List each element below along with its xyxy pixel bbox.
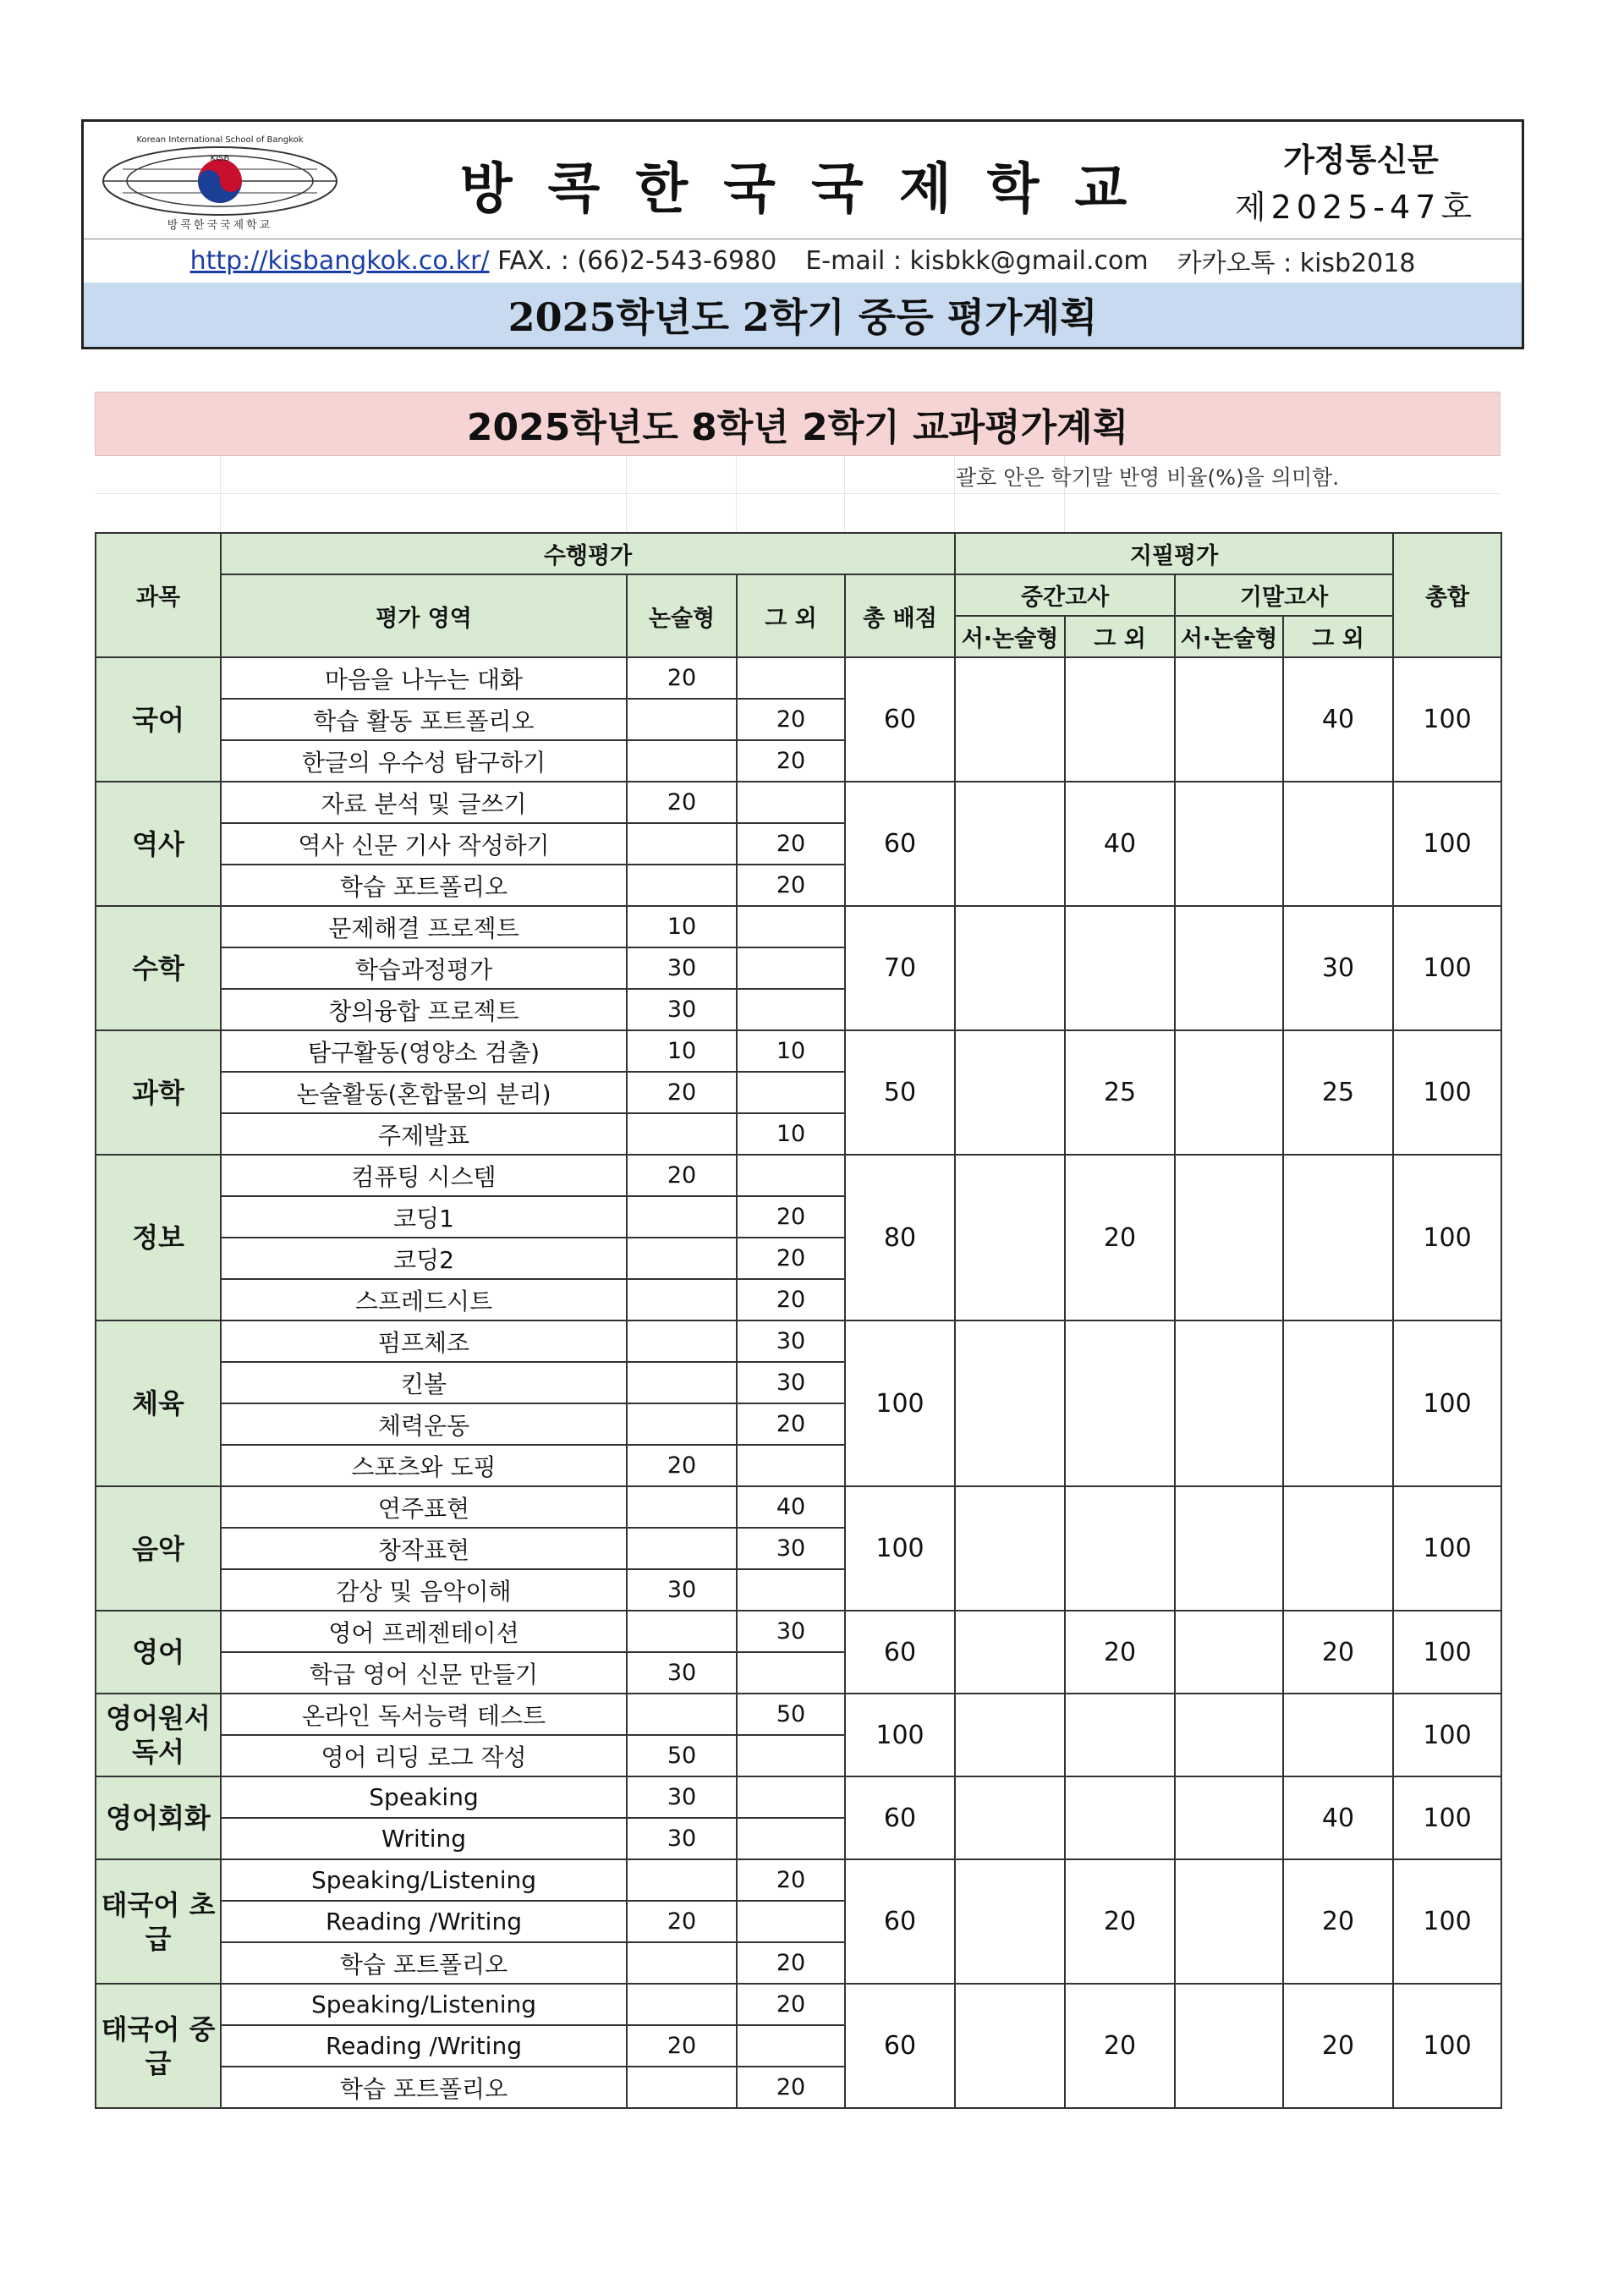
final-essay-cell xyxy=(1175,1859,1283,1984)
other-score-cell xyxy=(737,1818,845,1859)
final-essay-cell xyxy=(1175,1694,1283,1776)
eval-area-cell: 킨볼 xyxy=(221,1362,627,1403)
essay-score-cell: 30 xyxy=(627,1569,737,1611)
other-score-cell: 30 xyxy=(737,1362,845,1403)
essay-score-cell xyxy=(627,1320,737,1362)
essay-score-cell xyxy=(627,1113,737,1155)
eval-area-cell: 문제해결 프로젝트 xyxy=(221,906,627,947)
table-row xyxy=(96,1320,1501,1362)
total-points-cell: 100 xyxy=(845,1694,955,1776)
essay-score-cell: 30 xyxy=(627,989,737,1030)
other-score-cell xyxy=(737,1652,845,1694)
eval-area-cell: 창작표현 xyxy=(221,1528,627,1569)
other-score-cell: 30 xyxy=(737,1611,845,1652)
essay-score-cell xyxy=(627,1942,737,1984)
header-final: 기말고사 xyxy=(1175,574,1393,616)
eval-area-cell: 학습과정평가 xyxy=(221,947,627,989)
other-score-cell xyxy=(737,1072,845,1113)
essay-score-cell: 30 xyxy=(627,947,737,989)
midterm-essay-cell xyxy=(955,906,1065,1030)
midterm-essay-cell xyxy=(955,1030,1065,1155)
header-fin-other: 그 외 xyxy=(1283,616,1393,657)
total-cell: 100 xyxy=(1393,1030,1501,1155)
midterm-other-cell xyxy=(1065,1486,1175,1611)
total-cell: 100 xyxy=(1393,1776,1501,1859)
final-other-cell xyxy=(1283,1320,1393,1486)
final-essay-cell xyxy=(1175,1984,1283,2108)
final-essay-cell xyxy=(1175,1320,1283,1486)
header-performance: 수행평가 xyxy=(221,533,955,574)
essay-score-cell xyxy=(627,1362,737,1403)
total-cell: 100 xyxy=(1393,782,1501,906)
other-score-cell xyxy=(737,1901,845,1942)
essay-score-cell xyxy=(627,1611,737,1652)
other-score-cell: 50 xyxy=(737,1694,845,1735)
total-points-cell: 100 xyxy=(845,1320,955,1486)
eval-area-cell: 학습 활동 포트폴리오 xyxy=(221,699,627,740)
subject-name-cell: 국어 xyxy=(96,657,221,782)
essay-score-cell xyxy=(627,865,737,906)
other-score-cell: 10 xyxy=(737,1113,845,1155)
eval-area-cell: 코딩1 xyxy=(221,1196,627,1238)
other-score-cell xyxy=(737,657,845,699)
essay-score-cell: 20 xyxy=(627,782,737,823)
header-subject: 과목 xyxy=(96,533,221,657)
header-mid-other: 그 외 xyxy=(1065,616,1175,657)
subject-name-cell: 영어 xyxy=(96,1611,221,1694)
essay-score-cell: 50 xyxy=(627,1735,737,1776)
midterm-essay-cell xyxy=(955,1984,1065,2108)
essay-score-cell: 20 xyxy=(627,657,737,699)
eval-area-cell: 자료 분석 및 글쓰기 xyxy=(221,782,627,823)
midterm-essay-cell xyxy=(955,1486,1065,1611)
essay-score-cell: 10 xyxy=(627,1030,737,1072)
table-row xyxy=(96,657,1501,699)
other-score-cell: 20 xyxy=(737,1238,845,1279)
eval-area-cell: 학습 포트폴리오 xyxy=(221,1942,627,1984)
newsletter-number: 제2025-47호 xyxy=(1234,189,1478,226)
school-logo-icon xyxy=(97,129,343,233)
essay-score-cell xyxy=(627,699,737,740)
essay-score-cell xyxy=(627,1238,737,1279)
other-score-cell: 40 xyxy=(737,1486,845,1528)
final-other-cell: 20 xyxy=(1283,1984,1393,2108)
final-other-cell: 20 xyxy=(1283,1611,1393,1694)
midterm-essay-cell xyxy=(955,1155,1065,1320)
eval-area-cell: 감상 및 음악이해 xyxy=(221,1569,627,1611)
essay-score-cell xyxy=(627,2067,737,2108)
header-other: 그 외 xyxy=(737,574,845,657)
total-points-cell: 60 xyxy=(845,1611,955,1694)
essay-score-cell: 20 xyxy=(627,2025,737,2067)
eval-area-cell: 탐구활동(영양소 검출) xyxy=(221,1030,627,1072)
table-row xyxy=(96,1694,1501,1735)
header-area: 평가 영역 xyxy=(221,574,627,657)
table-row xyxy=(96,1776,1501,1818)
kakao-text: 카카오톡 : kisb2018 xyxy=(1177,249,1416,278)
other-score-cell: 20 xyxy=(737,2067,845,2108)
eval-area-cell: 학급 영어 신문 만들기 xyxy=(221,1652,627,1694)
eval-area-cell: Reading /Writing xyxy=(221,1901,627,1942)
table-row xyxy=(96,1611,1501,1652)
midterm-essay-cell xyxy=(955,1859,1065,1984)
midterm-essay-cell xyxy=(955,1776,1065,1859)
newsletter-label: 가정통신문 xyxy=(1283,141,1439,178)
eval-area-cell: 주제발표 xyxy=(221,1113,627,1155)
total-points-cell: 60 xyxy=(845,657,955,782)
other-score-cell xyxy=(737,906,845,947)
table-note: 괄호 안은 학기말 반영 비율(%)을 의미함. xyxy=(956,465,1340,490)
eval-area-cell: Speaking xyxy=(221,1776,627,1818)
eval-area-cell: 체력운동 xyxy=(221,1403,627,1445)
midterm-other-cell xyxy=(1065,657,1175,782)
evaluation-table xyxy=(95,532,1502,2109)
contact-row xyxy=(84,239,1522,284)
essay-score-cell: 30 xyxy=(627,1652,737,1694)
header-total-points: 총 배점 xyxy=(845,574,955,657)
total-cell: 100 xyxy=(1393,1320,1501,1486)
eval-area-cell: Writing xyxy=(221,1818,627,1859)
total-points-cell: 60 xyxy=(845,1984,955,2108)
final-essay-cell xyxy=(1175,1486,1283,1611)
header-fin-essay: 서·논술형 xyxy=(1175,616,1283,657)
eval-area-cell: 한글의 우수성 탐구하기 xyxy=(221,740,627,782)
final-other-cell: 30 xyxy=(1283,906,1393,1030)
subject-name-cell: 태국어 초급 xyxy=(96,1859,221,1984)
total-cell: 100 xyxy=(1393,1694,1501,1776)
essay-score-cell: 20 xyxy=(627,1445,737,1486)
final-other-cell: 20 xyxy=(1283,1859,1393,1984)
email-text: E-mail : kisbkk@gmail.com xyxy=(805,245,1149,276)
total-cell: 100 xyxy=(1393,1984,1501,2108)
essay-score-cell xyxy=(627,1859,737,1901)
final-other-cell: 40 xyxy=(1283,657,1393,782)
eval-area-cell: 영어 리딩 로그 작성 xyxy=(221,1735,627,1776)
essay-score-cell xyxy=(627,1694,737,1735)
other-score-cell xyxy=(737,2025,845,2067)
midterm-other-cell: 20 xyxy=(1065,1611,1175,1694)
eval-area-cell: 학습 포트폴리오 xyxy=(221,2067,627,2108)
total-cell: 100 xyxy=(1393,657,1501,782)
essay-score-cell xyxy=(627,1984,737,2025)
other-score-cell: 20 xyxy=(737,865,845,906)
midterm-essay-cell xyxy=(955,657,1065,782)
other-score-cell: 20 xyxy=(737,699,845,740)
subject-name-cell: 역사 xyxy=(96,782,221,906)
total-points-cell: 60 xyxy=(845,1776,955,1859)
table-row xyxy=(96,1155,1501,1196)
essay-score-cell: 20 xyxy=(627,1155,737,1196)
other-score-cell: 20 xyxy=(737,740,845,782)
logo-ring-text: Korean International School of Bangkok xyxy=(136,135,304,145)
essay-score-cell: 10 xyxy=(627,906,737,947)
logo-bottom-text: 방콕한국국제학교 xyxy=(167,219,273,232)
other-score-cell: 20 xyxy=(737,1279,845,1320)
table-title: 2025학년도 8학년 2학기 교과평가계획 xyxy=(95,392,1501,456)
essay-score-cell xyxy=(627,823,737,865)
other-score-cell xyxy=(737,1776,845,1818)
midterm-other-cell: 20 xyxy=(1065,1859,1175,1984)
final-essay-cell xyxy=(1175,1030,1283,1155)
subject-name-cell: 영어원서 독서 xyxy=(96,1694,221,1776)
final-essay-cell xyxy=(1175,906,1283,1030)
essay-score-cell: 20 xyxy=(627,1901,737,1942)
header-total: 총합 xyxy=(1393,533,1501,657)
midterm-other-cell: 20 xyxy=(1065,1155,1175,1320)
final-essay-cell xyxy=(1175,1155,1283,1320)
final-other-cell xyxy=(1283,782,1393,906)
midterm-other-cell: 40 xyxy=(1065,782,1175,906)
logo-center-text: KISB xyxy=(210,154,230,163)
midterm-other-cell xyxy=(1065,906,1175,1030)
subject-name-cell: 영어회화 xyxy=(96,1776,221,1859)
final-essay-cell xyxy=(1175,1611,1283,1694)
eval-area-cell: Speaking/Listening xyxy=(221,1859,627,1901)
essay-score-cell xyxy=(627,1403,737,1445)
other-score-cell xyxy=(737,1735,845,1776)
total-points-cell: 60 xyxy=(845,1859,955,1984)
other-score-cell xyxy=(737,782,845,823)
essay-score-cell: 30 xyxy=(627,1776,737,1818)
subject-name-cell: 체육 xyxy=(96,1320,221,1486)
final-other-cell: 25 xyxy=(1283,1030,1393,1155)
midterm-essay-cell xyxy=(955,1611,1065,1694)
final-other-cell xyxy=(1283,1155,1393,1320)
essay-score-cell xyxy=(627,1528,737,1569)
table-row xyxy=(96,1486,1501,1528)
subject-name-cell: 정보 xyxy=(96,1155,221,1320)
subject-name-cell: 과학 xyxy=(96,1030,221,1155)
other-score-cell: 20 xyxy=(737,1403,845,1445)
subject-name-cell: 음악 xyxy=(96,1486,221,1611)
eval-area-cell: 펌프체조 xyxy=(221,1320,627,1362)
total-cell: 100 xyxy=(1393,1859,1501,1984)
essay-score-cell xyxy=(627,740,737,782)
eval-area-cell: 마음을 나누는 대화 xyxy=(221,657,627,699)
header-top-row xyxy=(84,122,1522,239)
letter-header xyxy=(81,119,1524,349)
eval-area-cell: 연주표현 xyxy=(221,1486,627,1528)
eval-area-cell: Speaking/Listening xyxy=(221,1984,627,2025)
eval-area-cell: 컴퓨팅 시스템 xyxy=(221,1155,627,1196)
essay-score-cell: 20 xyxy=(627,1072,737,1113)
eval-area-cell: 스프레드시트 xyxy=(221,1279,627,1320)
eval-area-cell: 창의융합 프로젝트 xyxy=(221,989,627,1030)
total-cell: 100 xyxy=(1393,1486,1501,1611)
final-essay-cell xyxy=(1175,657,1283,782)
other-score-cell: 20 xyxy=(737,1942,845,1984)
midterm-essay-cell xyxy=(955,782,1065,906)
eval-area-cell: 온라인 독서능력 테스트 xyxy=(221,1694,627,1735)
total-points-cell: 80 xyxy=(845,1155,955,1320)
table-row xyxy=(96,1030,1501,1072)
total-points-cell: 50 xyxy=(845,1030,955,1155)
school-name: 방콕한국국제학교 xyxy=(459,158,1163,221)
eval-area-cell: 스포츠와 도핑 xyxy=(221,1445,627,1486)
header-essay: 논술형 xyxy=(627,574,737,657)
other-score-cell: 20 xyxy=(737,823,845,865)
midterm-other-cell xyxy=(1065,1694,1175,1776)
other-score-cell: 10 xyxy=(737,1030,845,1072)
fax-text: FAX. : (66)2-543-6980 xyxy=(497,245,777,276)
midterm-other-cell xyxy=(1065,1320,1175,1486)
other-score-cell: 20 xyxy=(737,1196,845,1238)
midterm-essay-cell xyxy=(955,1694,1065,1776)
midterm-other-cell xyxy=(1065,1776,1175,1859)
eval-area-cell: 영어 프레젠테이션 xyxy=(221,1611,627,1652)
eval-area-cell: Reading /Writing xyxy=(221,2025,627,2067)
total-points-cell: 100 xyxy=(845,1486,955,1611)
other-score-cell xyxy=(737,1569,845,1611)
header-written: 지필평가 xyxy=(955,533,1393,574)
final-essay-cell xyxy=(1175,782,1283,906)
header-midterm: 중간고사 xyxy=(955,574,1175,616)
eval-area-cell: 학습 포트폴리오 xyxy=(221,865,627,906)
essay-score-cell xyxy=(627,1486,737,1528)
total-cell: 100 xyxy=(1393,1611,1501,1694)
other-score-cell: 20 xyxy=(737,1984,845,2025)
total-cell: 100 xyxy=(1393,1155,1501,1320)
eval-area-cell: 역사 신문 기사 작성하기 xyxy=(221,823,627,865)
other-score-cell xyxy=(737,1445,845,1486)
final-other-cell: 40 xyxy=(1283,1776,1393,1859)
total-points-cell: 70 xyxy=(845,906,955,1030)
school-website-link[interactable]: http://kisbangkok.co.kr/ xyxy=(189,245,490,276)
other-score-cell xyxy=(737,1155,845,1196)
essay-score-cell: 30 xyxy=(627,1818,737,1859)
total-cell: 100 xyxy=(1393,906,1501,1030)
other-score-cell: 30 xyxy=(737,1528,845,1569)
final-other-cell xyxy=(1283,1486,1393,1611)
table-row xyxy=(96,782,1501,823)
header-mid-essay: 서·논술형 xyxy=(955,616,1065,657)
table-row xyxy=(96,1859,1501,1901)
essay-score-cell xyxy=(627,1279,737,1320)
other-score-cell xyxy=(737,947,845,989)
letter-subtitle: 2025학년도 2학기 중등 평가계획 xyxy=(84,283,1522,347)
eval-area-cell: 코딩2 xyxy=(221,1238,627,1279)
subject-name-cell: 수학 xyxy=(96,906,221,1030)
essay-score-cell xyxy=(627,1196,737,1238)
midterm-essay-cell xyxy=(955,1320,1065,1486)
table-row xyxy=(96,1984,1501,2025)
subject-name-cell: 태국어 중급 xyxy=(96,1984,221,2108)
final-other-cell xyxy=(1283,1694,1393,1776)
table-row xyxy=(96,906,1501,947)
midterm-other-cell: 25 xyxy=(1065,1030,1175,1155)
midterm-other-cell: 20 xyxy=(1065,1984,1175,2108)
other-score-cell: 30 xyxy=(737,1320,845,1362)
total-points-cell: 60 xyxy=(845,782,955,906)
eval-area-cell: 논술활동(혼합물의 분리) xyxy=(221,1072,627,1113)
other-score-cell: 20 xyxy=(737,1859,845,1901)
other-score-cell xyxy=(737,989,845,1030)
final-essay-cell xyxy=(1175,1776,1283,1859)
